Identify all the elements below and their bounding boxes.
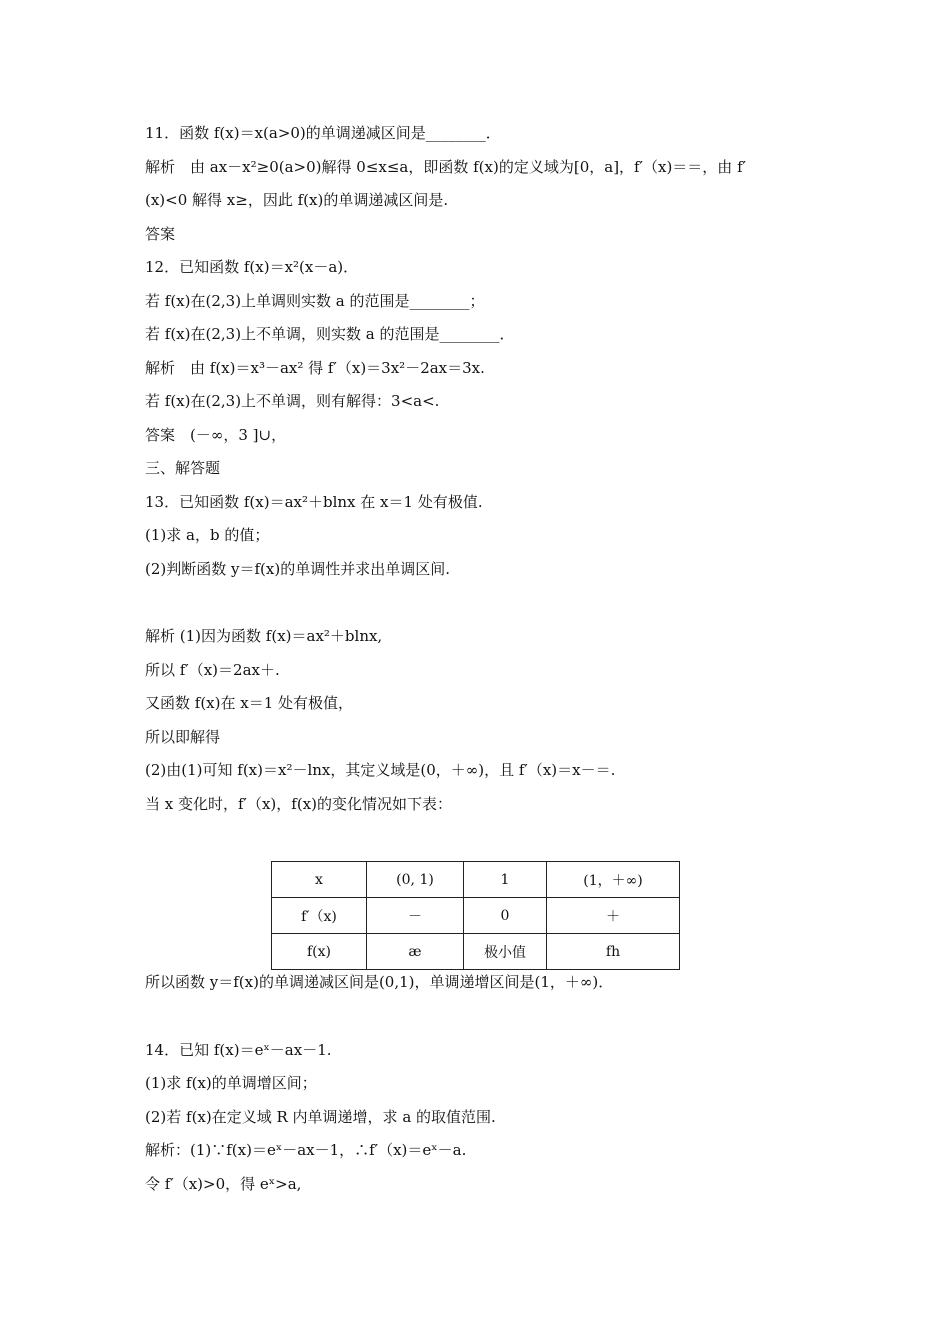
table-cell: 0 [464, 898, 547, 934]
problem-11: 11．函数 f(x)＝x(a>0)的单调递减区间是________． [145, 124, 501, 142]
answer-12: 答案 (－∞，3 ]∪， [145, 426, 287, 444]
variation-table [271, 861, 680, 970]
table-cell: f′（x) [272, 898, 367, 934]
problem-12: 12．已知函数 f(x)＝x²(x－a)． [145, 258, 359, 276]
analysis-13-line-6: 当 x 变化时，f′（x)，f(x)的变化情况如下表： [145, 795, 452, 813]
problem-12-part-1: 若 f(x)在(2,3)上单调则实数 a 的范围是________； [145, 292, 485, 310]
answer-11: 答案 [145, 225, 176, 243]
analysis-11-line-2: (x)<0 解得 x≥，因此 f(x)的单调递减区间是. [145, 191, 449, 209]
analysis-13-line-4: 所以即解得 [145, 728, 221, 746]
table-cell: (0, 1) [367, 862, 464, 898]
analysis-13-line-1: 解析 (1)因为函数 f(x)＝ax²＋blnx, [145, 627, 383, 645]
table-cell: æ [367, 934, 464, 970]
analysis-13-line-2: 所以 f′（x)＝2ax＋. [145, 661, 280, 679]
table-cell: 极小值 [464, 934, 547, 970]
problem-14: 14．已知 f(x)＝eˣ－ax－1. [145, 1041, 332, 1059]
table-cell: 1 [464, 862, 547, 898]
analysis-14-line-1: 解析：(1)∵f(x)＝eˣ－ax－1，∴f′（x)＝eˣ－a. [145, 1141, 467, 1159]
table-cell: x [272, 862, 367, 898]
problem-14-part-2: (2)若 f(x)在定义域 R 内单调递增，求 a 的取值范围. [145, 1108, 496, 1126]
table-cell: ＋ [547, 898, 680, 934]
analysis-12-line-1: 解析 由 f(x)＝x³－ax² 得 f′（x)＝3x²－2ax＝3x. [145, 359, 485, 377]
conclusion-13: 所以函数 y＝f(x)的单调递减区间是(0,1)，单调递增区间是(1，＋∞)． [145, 973, 614, 991]
table-row [272, 862, 680, 898]
analysis-13-line-5: (2)由(1)可知 f(x)＝x²－lnx，其定义域是(0，＋∞)，且 f′（x)＝x－＝. [145, 761, 616, 779]
table-cell: (1，＋∞) [547, 862, 680, 898]
analysis-12-line-2: 若 f(x)在(2,3)上不单调，则有解得：3<a<. [145, 392, 440, 410]
table-cell: fh [547, 934, 680, 970]
analysis-14-line-2: 令 f′（x)>0，得 eˣ>a, [145, 1175, 302, 1193]
table-cell: f(x) [272, 934, 367, 970]
problem-13-part-1: (1)求 a，b 的值； [145, 526, 270, 544]
analysis-13-line-3: 又函数 f(x)在 x＝1 处有极值， [145, 694, 354, 712]
table-row [272, 898, 680, 934]
problem-12-part-2: 若 f(x)在(2,3)上不单调，则实数 a 的范围是________． [145, 325, 515, 343]
table-row [272, 934, 680, 970]
section-heading: 三、解答题 [145, 459, 221, 477]
problem-13-part-2: (2)判断函数 y＝f(x)的单调性并求出单调区间. [145, 560, 450, 578]
problem-14-part-1: (1)求 f(x)的单调增区间； [145, 1074, 317, 1092]
analysis-11-line-1: 解析 由 ax－x²≥0(a>0)解得 0≤x≤a，即函数 f(x)的定义域为[0，a]，f′（x)＝＝，由 f′ [145, 158, 747, 176]
problem-13: 13．已知函数 f(x)＝ax²＋blnx 在 x＝1 处有极值. [145, 493, 483, 511]
table-cell: － [367, 898, 464, 934]
